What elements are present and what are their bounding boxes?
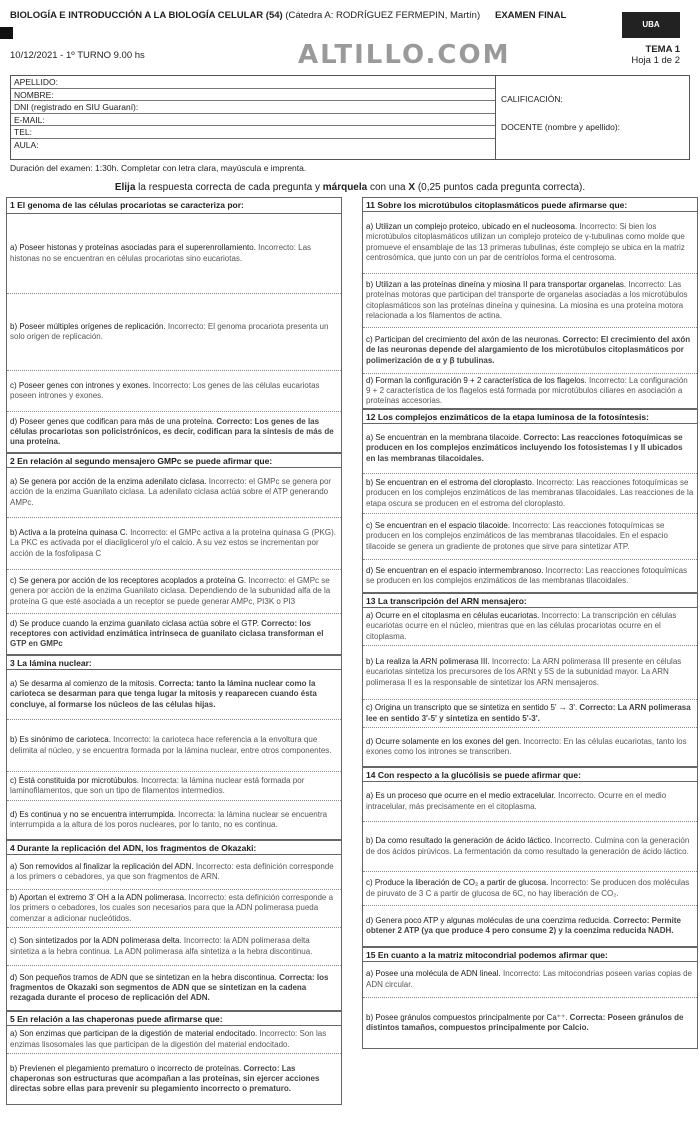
answer-option[interactable] [7,890,341,928]
answer-option[interactable] [363,374,697,408]
answer-option[interactable] [7,801,341,839]
option-statement: a) Se desarma al comienzo de la mitosis. [10,679,157,689]
option-explanation: Incorrecto: Son las enzimas lisosomales las que participan de la digestión del material endocitado. [10,1029,327,1049]
id-field-row[interactable]: E-MAIL: [11,114,495,127]
answer-option[interactable] [363,424,697,474]
option-statement: d) Son pequeños tramos de ADN que se sintetizan en la hebra discontinua. [10,972,277,982]
answer-text [10,1064,338,1094]
answer-text [366,916,694,936]
answer-option[interactable] [363,998,697,1048]
option-statement: c) Se genera por acción de los receptores acoplados a proteína G. [10,576,247,586]
answer-option[interactable] [7,294,341,371]
option-correct-note: Correcto: La ARN polimerasa lee en sentido 3'-5' y sintetiza en sentido 5'-3'. [366,703,691,723]
answer-text [10,810,338,830]
question-block [362,409,698,593]
question-block [6,197,342,453]
registration-mark [0,27,13,39]
option-correct-note: Correcta: tanto la lámina nuclear como la carioteca se desarman para que tenga lugar la mitosis y reaparecen cuando ésta concluye, al formarse los núcleos de las células hijas. [10,679,317,709]
answer-option[interactable] [7,966,341,1010]
answer-text [10,243,338,263]
option-statement: c) Se encuentran en el espacio tilacoide. [366,521,511,531]
option-explanation: Incorrecto: esta definición corresponde a los primers o cebadores, los cuales son necesarios para que la ADN polimerasa pueda comenzar a adicionar nucleótidos. [10,893,334,923]
answer-option[interactable] [363,782,697,822]
instr-elija: Elija [114,182,136,193]
option-statement: b) Da como resultado la generación de ácido láctico. [366,836,553,846]
instr-part: (0,25 puntos cada pregunta correcta). [415,182,586,193]
option-statement: b) Posee gránulos compuestos principalmente por Ca⁺⁺. [366,1012,568,1022]
id-field-row[interactable]: NOMBRE: [11,89,495,102]
answer-option[interactable] [7,371,341,412]
exam-header-title [10,10,480,21]
option-statement: a) Utilizan un complejo proteico, ubicado en el nucleosoma. [366,222,578,232]
answer-option[interactable] [363,728,697,766]
option-statement: d) Genera poco ATP y algunas moléculas de una coenzima reducida. [366,915,612,925]
option-statement: b) Poseer múltiples orígenes de replicación. [10,321,166,331]
questions-left-column [6,197,342,1105]
option-statement: b) Previenen el plegamiento prematuro o incorrecto de proteínas. [10,1063,242,1073]
answer-option[interactable] [7,772,341,801]
option-explanation: Incorrecto: La transcripción en células eucariotas ocurre en el núcleo, mientras que en las células procariotas ocurre en el citoplasma. [366,611,677,641]
instr-x: X [408,182,416,193]
question-title: 11 Sobre los microtúbulos citoplasmáticos puede afirmarse que: [363,198,697,212]
option-explanation: Incorrecto: La configuración 9 + 2 característica de los flagelos está formada por microtúbulos ciliares en asociación a proteínas accesorias. [366,375,688,406]
answer-text [10,528,338,558]
answer-text [366,611,694,641]
answer-option[interactable] [363,822,697,872]
option-statement: a) Poseer histonas y proteínas asociadas para el superenrollamiento. [10,243,256,253]
tema-label: TEMA 1 [645,44,680,55]
answer-option[interactable] [7,855,341,890]
option-statement: d) Se encuentran en el espacio intermembranoso. [366,565,544,575]
answer-text [366,836,694,856]
question-block [6,1011,342,1105]
answer-text [366,376,694,406]
exam-type: EXAMEN FINAL [495,10,567,21]
answer-text [10,381,338,401]
id-field-row[interactable]: TEL: [11,126,495,139]
teacher-label: DOCENTE (nombre y apellido): [501,122,621,132]
question-block [6,840,342,1011]
option-statement: c) Produce la liberación de CO₂ a partir de glucosa. [366,878,549,888]
questions-right-column [362,197,698,1049]
option-correct-note: Correcto: Los genes de las células procariotas son policistrónicos, es decir, codifican para la síntesis de más de una proteína. [10,416,334,447]
option-statement: b) La realiza la ARN polimerasa III. [366,657,490,667]
question-title: 5 En relación a las chaperonas puede afirmarse que: [7,1012,341,1026]
option-explanation: Incorrecta: la lámina nuclear está formada por laminofilamentos, que son un tipo de filamentos intermedios. [10,775,305,795]
option-explanation: Incorrecto: Si bien los microtúbulos citoplasmáticos utilizan un complejo proteico de γ-tubulinas como molde que promueve el ensamblaje de las 13 primeras tubulinas, éste complejo se ubica en la matriz centrosómica, que junto con un par de centríolos forma el centrosoma. [366,222,685,262]
option-explanation: Incorrecto: Los genes de las células eucariotas poseen intrones y exones. [10,380,320,400]
question-title: 12 Los complejos enzimáticos de la etapa luminosa de la fotosíntesis: [363,410,697,424]
option-statement: d) Forman la configuración 9 + 2 característica de los flagelos. [366,375,587,385]
option-correct-note: Correcto: los receptores con actividad enzimática intrínseca de guanilato ciclasa transforman el GTP en GMPc [10,618,324,649]
answer-option[interactable] [363,474,697,514]
answer-text [366,222,694,263]
option-statement: c) Participan del crecimiento del axón de las neuronas. [366,335,561,345]
answer-option[interactable] [363,646,697,700]
answer-text [366,657,694,687]
answer-option[interactable] [363,514,697,560]
option-explanation: Incorrecto: la ADN polimerasa delta sintetiza a la hebra continua. La ADN polimerasa alfa sintetiza a la hebra discontinua. [10,936,313,956]
option-explanation: Incorrecto: el GMPc se genera por acción de la enzima Guanilato ciclasa. La adenilato ciclasa actúa sobre el ATP generando AMPc. [10,477,332,507]
answer-text [366,969,694,989]
question-title: 3 La lámina nuclear: [7,656,341,670]
answer-option[interactable] [7,1026,341,1054]
course-chair: (Cátedra A: RODRÍGUEZ FERMEPIN, Martín) [282,10,481,21]
answer-option[interactable] [7,670,341,720]
exam-date: 10/12/2021 - 1º TURNO 9.00 hs [10,50,145,61]
question-block [362,593,698,767]
option-statement: b) Se encuentran en el estroma del cloroplasto. [366,478,535,488]
option-explanation: Incorrecta: la lámina nuclear se encuentra interrumpida a la altura de los poros nucleares, por lo tanto, no es continua. [10,809,328,829]
option-correct-note: Correcto: El crecimiento del axón de las neuronas depende del alargamiento de los microtúbulos citoplasmáticos por polimerización de α y β tubulinas. [366,335,691,365]
id-field-row[interactable]: AULA: [14,139,39,150]
answer-option[interactable] [7,720,341,772]
answer-text [10,936,338,956]
exam-duration: Duración del examen: 1:30h. Completar con letra clara, mayúscula e imprenta. [10,163,307,173]
option-explanation: Incorrecto: En las células eucariotas, tanto los exones como los intrones se transcriben. [366,736,687,756]
option-statement: a) Se genera por acción de la enzima adenilato ciclasa. [10,477,207,487]
answer-option[interactable] [363,962,697,998]
answer-text [366,280,694,321]
option-statement: a) Se encuentran en la membrana tilacoide. [366,433,522,443]
answer-text [366,478,694,508]
instructions [0,182,700,193]
option-statement: a) Es un proceso que ocurre en el medio extracelular. [366,791,556,801]
answer-text [366,791,694,811]
id-field-row[interactable]: APELLIDO: [11,76,495,89]
option-statement: a) Son enzimas que participan de la digestión de material endocitado. [10,1029,258,1039]
answer-option[interactable] [363,700,697,728]
option-statement: c) Poseer genes con intrones y exones. [10,380,151,390]
answer-text [366,335,694,365]
option-explanation: Incorrecto: el GMPc activa a la proteína quinasa G (PKG). La PKC es activada por el diacilglicerol y/o el calcio. A su vez estos se incrementan por acción de la fosfolipasa C [10,528,336,558]
option-explanation: Incorrecto. Culmina con la generación de dos ácidos pirúvicos. La fermentación da como resultado la generación de ácido láctico. [366,836,690,856]
question-title: 13 La transcripción del ARN mensajero: [363,594,697,608]
instr-part: la respuesta correcta de cada pregunta y [135,182,323,193]
option-explanation: Incorrecto: Las reacciones fotoquímicas se producen en los complejos enzimáticos de las membranas tilacoidales. [366,565,688,585]
option-statement: c) Origina un transcripto que se sintetiza en sentido 5' → 3'. [366,703,578,713]
answer-option[interactable] [363,608,697,646]
uba-logo: UBA [622,12,680,38]
answer-option[interactable] [7,570,341,614]
option-explanation: Incorrecto: Las mitocondrias poseen varias copias de ADN circular. [366,969,692,989]
option-statement: d) Ocurre solamente en los exones del gen. [366,736,522,746]
page-indicator: Hoja 1 de 2 [631,55,680,66]
option-correct-note: Correcto: Permite obtener 2 ATP (ya que produce 4 pero consume 2) y la coenzima reducida NADH. [366,915,681,935]
instr-marquela: márquela [322,182,368,193]
answer-text [10,862,338,882]
answer-text [366,521,694,551]
answer-option[interactable] [363,560,697,592]
option-correct-note: Correcto: Las chaperonas son estructuras que acompañan a las proteínas, sin ejercer acciones directas sobre ellas para prevenir su plegamiento incorrecto o prematuro. [10,1063,320,1094]
student-id-box [10,75,690,160]
answer-text [366,737,694,757]
option-statement: a) Son removidos al finalizar la replicación del ADN. [10,861,194,871]
answer-text [10,619,338,649]
grade-label: CALIFICACIÓN: [501,94,563,104]
answer-text [10,417,338,447]
question-title: 15 En cuanto a la matriz mitocondrial podemos afirmar que: [363,948,697,962]
answer-text [366,566,694,586]
option-explanation: Incorrecto: el GMPc se genera por acción de la enzima Guanilato ciclasa. Dependiendo de la subunidad alfa de la proteína G que esté asociada a un receptor se puede generar AMPc, PI3K o PI3 [10,576,331,606]
option-statement: a) Posee una molécula de ADN lineal. [366,969,501,979]
answer-text [10,322,338,342]
answer-option[interactable] [7,1054,341,1104]
answer-option[interactable] [7,518,341,570]
answer-option[interactable] [7,468,341,518]
course-name: BIOLOGÍA E INTRODUCCIÓN A LA BIOLOGÍA CELULAR (54) [10,10,283,21]
answer-option[interactable] [7,214,341,294]
option-statement: d) Poseer genes que codifican para más de una proteína. [10,416,215,426]
option-explanation: Incorrecto. Ocurre en el medio intracelular, más precisamente en el citoplasma. [366,791,667,811]
option-statement: a) Ocurre en el citoplasma en células eucariotas. [366,611,540,621]
option-statement: c) Está constituida por microtúbulos. [10,775,139,785]
answer-option[interactable] [7,614,341,654]
id-fields [11,76,495,152]
option-statement: b) Es sinónimo de carioteca. [10,735,111,745]
answer-option[interactable] [363,872,697,906]
answer-text [366,1013,694,1033]
answer-text [10,893,338,923]
option-correct-note: Correcta: Poseen gránulos de distintos tamaños, compuestos principalmente por Calcio. [366,1012,684,1032]
answer-option[interactable] [7,928,341,966]
answer-text [366,878,694,898]
option-correct-note: Correcta: los fragmentos de Okazaki son segmentos de ADN que se sintetizan en la cadena rezagada durante el proceso de replicación del ADN. [10,972,329,1003]
option-statement: b) Aportan el extremo 3' OH a la ADN polimerasa. [10,893,187,903]
answer-text [366,703,694,723]
answer-text [10,1029,338,1049]
option-explanation: Incorrecto: El genoma procariota presenta un solo origen de replicación. [10,321,329,341]
option-explanation: Incorrecto: esta definición corresponde a los primers o cebadores, ya que son fragmentos de ARN. [10,861,334,881]
answer-option[interactable] [363,212,697,274]
question-block [6,655,342,840]
tema-block [600,44,680,66]
id-field-row[interactable]: DNI (registrado en SIU Guaraní): [11,101,495,114]
question-title: 14 Con respecto a la glucólisis se puede afirmar que: [363,768,697,782]
answer-option[interactable] [363,328,697,374]
question-block [362,947,698,1049]
option-explanation: Incorrecto: la carioteca hace referencia a la envoltura que delimita al núcleo, y se encuentra formada por la lámina nuclear, entre otros componentes. [10,735,332,755]
answer-text [10,776,338,796]
question-title: 4 Durante la replicación del ADN, los fragmentos de Okazaki: [7,841,341,855]
answer-option[interactable] [363,906,697,946]
option-explanation: Incorrecto: Las reacciones fotoquímicas se producen en los complejos enzimáticos de las membranas tilacoidales. Las reacciones de la etapa oscura se producen en el estroma del cloroplasto. [366,478,694,508]
answer-text [10,477,338,507]
option-statement: d) Se produce cuando la enzima guanilato ciclasa actúa sobre el GTP. [10,618,259,628]
option-statement: b) Activa a la proteína quinasa C. [10,528,128,538]
answer-text [10,973,338,1003]
watermark: ALTILLO.COM [298,40,511,70]
answer-text [10,576,338,606]
answer-text [366,433,694,463]
option-statement: d) Es continua y no se encuentra interrumpida. [10,809,176,819]
answer-option[interactable] [363,274,697,328]
question-block [6,453,342,655]
option-statement: b) Utilizan a las proteínas dineína y miosina II para transportar organelas. [366,280,627,290]
answer-text [10,735,338,755]
question-block [362,767,698,947]
answer-option[interactable] [7,412,341,452]
option-explanation: Incorrecto: La ARN polimerasa III presente en células eucariotas sintetiza los precursores de los ARNt y 5S de la subunidad mayor. La ARN polimerasa II es la responsable de sintetizar los ARN mensajeros. [366,657,682,687]
option-correct-note: Correcto: Las reacciones fotoquímicas se producen en los complejos enzimáticos incluyendo los fotosistemas I y II ubicados en las membranas tilacoidales. [366,433,683,463]
option-explanation: Incorrecto: Las reacciones fotoquímicas se producen en los complejos enzimáticos de las membranas tilacoidales. En el espacio tilacoide se genera un gradiente de protones que sirve para sintetizar ATP. [366,521,668,551]
question-block [362,197,698,409]
grade-area [495,76,691,159]
instr-part: con una [367,182,409,193]
option-statement: c) Son sintetizados por la ADN polimerasa delta. [10,936,182,946]
option-explanation: Incorrecto: Se producen dos moléculas de piruvato de 3 C a partir de glucosa de 6C, no hay liberación de CO₂. [366,878,690,898]
option-explanation: Incorrecto: Las proteínas motoras que participan del transporte de organelas asociadas a los microtúbulos citoplasmáticos son las proteínas dineína y quinesina. La miosina es una proteína motora relacionada a los filamentos de actina. [366,280,688,320]
answer-text [10,679,338,709]
question-title: 1 El genoma de las células procariotas se caracteriza por: [7,198,341,214]
option-explanation: Incorrecto: Las histonas no se encuentran en células procariotas sino eucariotas. [10,243,312,263]
question-title: 2 En relación al segundo mensajero GMPc se puede afirmar que: [7,454,341,468]
